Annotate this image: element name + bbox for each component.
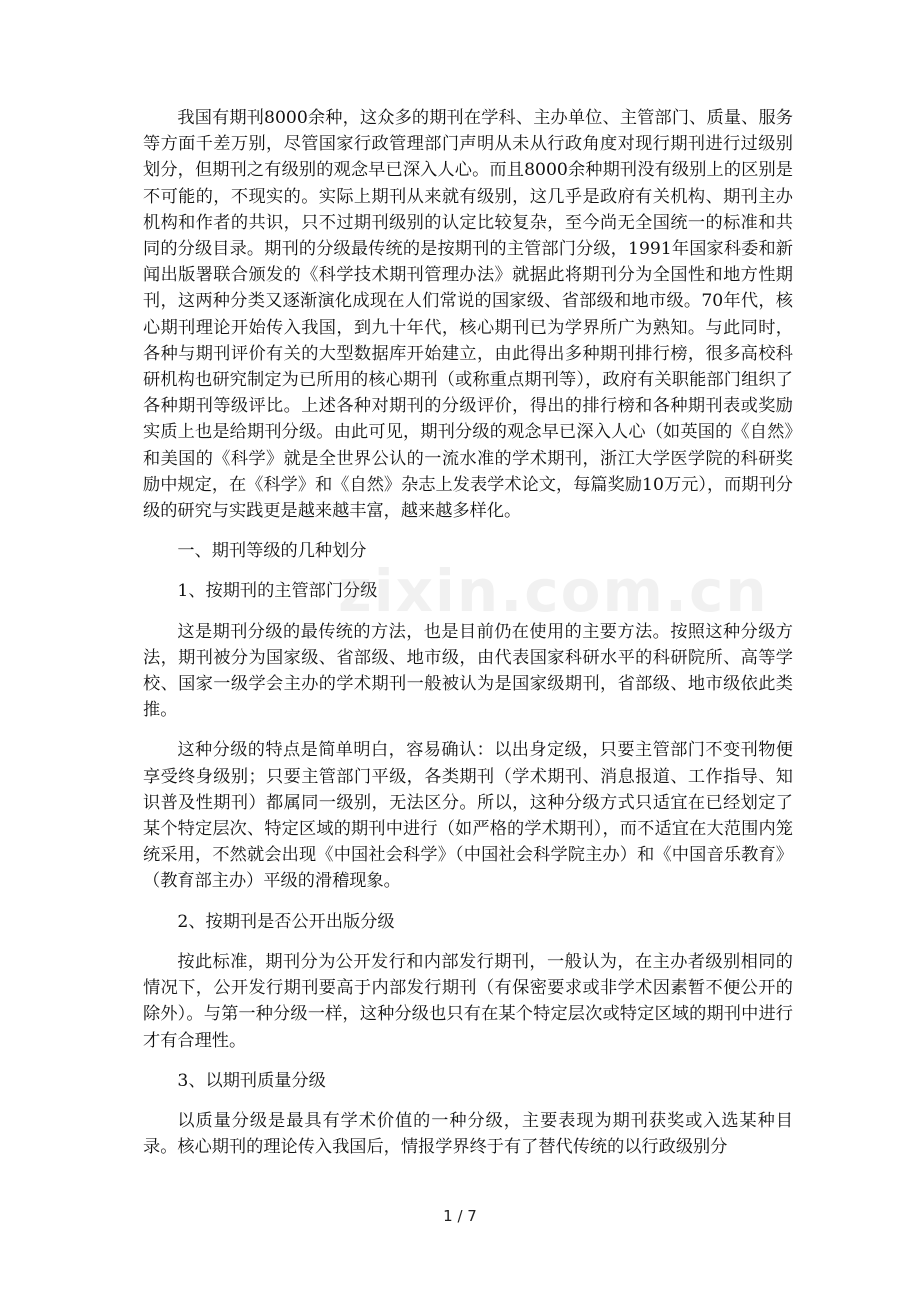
watermark: zixin.com.cn xyxy=(338,557,769,625)
intro-paragraph: 我国有期刊8000余种，这众多的期刊在学科、主办单位、主管部门、质量、服务等方面千差万别，尽管国家行政管理部门声明从未从行政角度对现行期刊进行过级别划分，但期刊之有级别的观念早已深入人心。而且8000余种期刊没有级别上的区别是不可能的，不现实的。实际上期刊从来就有级别，这几乎是政府有关机构、期刊主办机构和作者的共识，只不过期刊级别的认定比较复杂，至今尚无全国统一的标准和共同的分级目录。期刊的分级最传统的是按期刊的主管部门分级，1991年国家科委和新闻出版署联合颁发的《科学技术期刊管理办法》就据此将期刊分为全国性和地方性期刊，这两种分类又逐渐演化成现在人们常说的国家级、省部级和地市级。70年代，核心期刊理论开始传入我国，到九十年代，核心期刊已为学界所广为熟知。与此同时，各种与期刊评价有关的大型数据库开始建立，由此得出多种期刊排行榜，很多高校科研机构也研究制定为已所用的核心期刊（或称重点期刊等），政府有关职能部门组织了各种期刊等级评比。上述各种对期刊的分级评价，得出的排行榜和各种期刊表或奖励实质上也是给期刊分级。由此可见，期刊分级的观念早已深入人心（如英国的《自然》和美国的《科学》就是全世界公认的一流水准的学术期刊，浙江大学医学院的科研奖励中规定，在《科学》和《自然》杂志上发表学术论文，每篇奖励10万元），而期刊分级的研究与实践更是越来越丰富，越来越多样化。 xyxy=(143,108,793,522)
paragraph-gap xyxy=(143,895,793,909)
subsection-heading-1: 1、按期刊的主管部门分级 xyxy=(177,581,378,602)
section-heading-1: 一、期刊等级的几种划分 xyxy=(177,541,367,562)
paragraph-gap xyxy=(143,1094,793,1108)
paragraph-gap xyxy=(143,723,793,737)
body-paragraph: 以质量分级是最具有学术价值的一种分级，主要表现为期刊获奖或入选某种目录。核心期刊的理论传入我国后，情报学界终于有了替代传统的以行政级别分 xyxy=(143,1110,793,1158)
paragraph-gap xyxy=(143,935,793,949)
paragraph-gap xyxy=(143,524,793,538)
subsection-heading-2: 2、按期刊是否公开出版分级 xyxy=(177,911,395,932)
page-number: 1 / 7 xyxy=(443,1207,477,1225)
paragraph-gap xyxy=(143,605,793,619)
document-body xyxy=(143,105,793,1160)
paragraph-gap xyxy=(143,564,793,578)
paragraph-gap xyxy=(143,1054,793,1068)
body-paragraph: 按此标准，期刊分为公开发行和内部发行期刊，一般认为，在主办者级别相同的情况下，公开发行期刊要高于内部发行期刊（有保密要求或非学术因素暂不便公开的除外）。与第一种分级一样，这种分级也只有在某个特定层次或特定区域的期刊中进行才有合理性。 xyxy=(143,951,793,1051)
body-paragraph: 这是期刊分级的最传统的方法，也是目前仍在使用的主要方法。按照这种分级方法，期刊被分为国家级、省部级、地市级，由代表国家科研水平的科研院所、高等学校、国家一级学会主办的学术期刊一般被认为是国家级期刊，省部级、地市级依此类推。 xyxy=(143,621,793,721)
body-paragraph: 这种分级的特点是简单明白，容易确认：以出身定级，只要主管部门不变刊物便享受终身级别；只要主管部门平级，各类期刊（学术期刊、消息报道、工作指导、知识普及性期刊）都属同一级别，无法区分。所以，这种分级方式只适宜在已经划定了某个特定层次、特定区域的期刊中进行（如严格的学术期刊），而不适宜在大范围内笼统采用，不然就会出现《中国社会科学》（中国社会科学院主办）和《中国音乐教育》（教育部主办）平级的滑稽现象。 xyxy=(143,740,793,892)
subsection-heading-3: 3、以期刊质量分级 xyxy=(177,1070,326,1091)
